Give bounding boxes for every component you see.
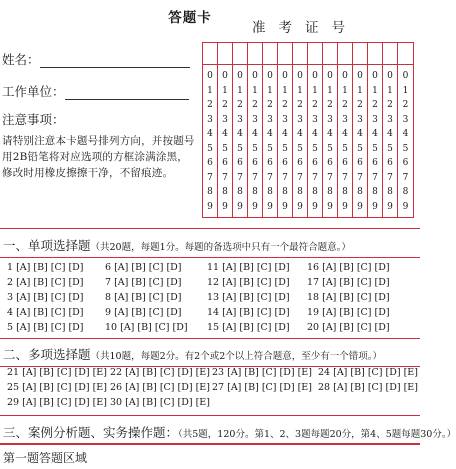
admission-column bbox=[338, 43, 353, 217]
admission-digit-option[interactable]: 9 bbox=[372, 201, 378, 212]
notice-text: 请特别注意本卡题号排列方向，并按题号用2B铅笔将对应选项的方框涂满涂黑，修改时用橡皮擦擦干净，不留痕迹。 bbox=[2, 135, 195, 179]
admission-digit-option[interactable]: 7 bbox=[282, 172, 288, 183]
admission-digit-option[interactable]: 1 bbox=[387, 85, 393, 96]
admission-digit-option[interactable]: 6 bbox=[357, 158, 363, 168]
admission-digit-option[interactable]: 3 bbox=[222, 114, 228, 125]
question-item[interactable]: 20 [A] [B] [C] [D] bbox=[307, 322, 390, 333]
section-3-note: （共5题，120分。第1、2、3题每题20分，第4、5题每题30分。） bbox=[178, 429, 456, 440]
admission-digit-option[interactable]: 9 bbox=[312, 201, 318, 212]
admission-digit-option[interactable]: 4 bbox=[387, 129, 393, 139]
admission-digit-option[interactable]: 7 bbox=[237, 172, 243, 183]
admission-digit-option[interactable]: 8 bbox=[252, 187, 258, 197]
section-2-questions bbox=[0, 367, 420, 413]
admission-digit-option[interactable]: 9 bbox=[297, 201, 303, 212]
admission-digit-option[interactable]: 7 bbox=[252, 172, 258, 183]
question-item[interactable]: 16 [A] [B] [C] [D] bbox=[307, 262, 390, 273]
admission-digit-box[interactable] bbox=[293, 43, 307, 65]
admission-digit-option[interactable]: 6 bbox=[327, 158, 333, 168]
question-item[interactable]: 29 [A] [B] [C] [D] [E] bbox=[7, 397, 107, 408]
admission-digit-option[interactable]: 1 bbox=[237, 85, 243, 96]
admission-digit-option[interactable]: 6 bbox=[312, 158, 318, 168]
admission-digit-option[interactable]: 2 bbox=[327, 100, 333, 110]
admission-digit-box[interactable] bbox=[248, 43, 262, 65]
admission-digit-option[interactable]: 3 bbox=[207, 114, 213, 125]
question-item[interactable]: 6 [A] [B] [C] [D] bbox=[105, 262, 182, 273]
admission-digit-option[interactable]: 9 bbox=[282, 201, 288, 212]
admission-digit-option[interactable]: 9 bbox=[207, 201, 213, 212]
admission-digit-option[interactable]: 1 bbox=[357, 85, 363, 96]
admission-digit-option[interactable]: 3 bbox=[252, 114, 258, 125]
admission-digit-option[interactable]: 9 bbox=[252, 201, 258, 212]
admission-digit-box[interactable] bbox=[383, 43, 397, 65]
question-item[interactable]: 24 [A] [B] [C] [D] [E] bbox=[318, 367, 418, 378]
section-1-questions bbox=[0, 260, 420, 338]
admission-digit-option[interactable]: 3 bbox=[282, 114, 288, 125]
admission-digit-option[interactable]: 5 bbox=[342, 143, 348, 154]
admission-digit-option[interactable]: 2 bbox=[357, 100, 363, 110]
admission-digit-option[interactable]: 1 bbox=[282, 85, 288, 96]
admission-digit-option[interactable]: 9 bbox=[402, 201, 409, 212]
admission-digit-option[interactable]: 9 bbox=[357, 201, 363, 212]
work-unit-label: 工作单位： bbox=[2, 84, 65, 99]
admission-digit-option[interactable]: 2 bbox=[372, 100, 378, 110]
question-item[interactable]: 15 [A] [B] [C] [D] bbox=[207, 322, 290, 333]
admission-digit-option[interactable]: 3 bbox=[237, 114, 243, 125]
admission-digit-option[interactable]: 6 bbox=[387, 158, 393, 168]
admission-column bbox=[218, 43, 233, 217]
admission-digit-option[interactable]: 5 bbox=[282, 143, 288, 154]
admission-digit-option[interactable]: 3 bbox=[267, 114, 273, 125]
admission-digit-option[interactable]: 5 bbox=[327, 143, 333, 154]
work-unit-field bbox=[2, 82, 189, 100]
admission-digit-option[interactable]: 6 bbox=[207, 158, 213, 168]
admission-digit-option[interactable]: 7 bbox=[357, 172, 363, 183]
admission-column bbox=[398, 43, 413, 217]
admission-digit-option[interactable]: 2 bbox=[267, 100, 273, 110]
section-3-title: 三、案例分析题、实务操作题： bbox=[3, 425, 179, 440]
admission-digit-option[interactable]: 8 bbox=[387, 187, 393, 197]
admission-digit-option[interactable]: 5 bbox=[252, 143, 258, 154]
question-item[interactable]: 28 [A] [B] [C] [D] [E] bbox=[318, 382, 418, 393]
admission-digit-option[interactable]: 0 bbox=[297, 71, 303, 81]
admission-digit-option[interactable]: 0 bbox=[372, 71, 378, 81]
admission-digit-option[interactable]: 9 bbox=[237, 201, 243, 212]
admission-digit-option[interactable]: 0 bbox=[402, 71, 409, 81]
question-item[interactable]: 14 [A] [B] [C] [D] bbox=[207, 307, 290, 318]
admission-digit-option[interactable]: 2 bbox=[237, 100, 243, 110]
admission-digit-box[interactable] bbox=[233, 43, 247, 65]
admission-digit-option[interactable]: 7 bbox=[327, 172, 333, 183]
admission-column bbox=[248, 43, 263, 217]
question-item[interactable]: 12 [A] [B] [C] [D] bbox=[207, 277, 290, 288]
admission-digit-option[interactable]: 0 bbox=[327, 71, 333, 81]
admission-digit-option[interactable]: 3 bbox=[327, 114, 333, 125]
section-divider bbox=[0, 338, 420, 339]
admission-digit-option[interactable]: 0 bbox=[237, 71, 243, 81]
admission-digit-option[interactable]: 7 bbox=[297, 172, 303, 183]
admission-digit-option[interactable]: 0 bbox=[342, 71, 348, 81]
admission-digit-option[interactable]: 2 bbox=[402, 100, 409, 110]
admission-digit-option[interactable]: 7 bbox=[372, 172, 378, 183]
admission-digit-option[interactable]: 4 bbox=[207, 129, 213, 139]
answer-area-title: 第一题答题区域 bbox=[3, 451, 88, 465]
question-item[interactable]: 9 [A] [B] [C] [D] bbox=[105, 307, 182, 318]
admission-digit-option[interactable]: 3 bbox=[372, 114, 378, 125]
admission-digit-option[interactable]: 6 bbox=[252, 158, 258, 168]
question-item[interactable]: 10 [A] [B] [C] [D] bbox=[105, 322, 188, 333]
admission-digit-option[interactable]: 8 bbox=[357, 187, 363, 197]
admission-digit-option[interactable]: 8 bbox=[372, 187, 378, 197]
admission-digit-option[interactable]: 5 bbox=[387, 143, 393, 154]
admission-digit-option[interactable]: 4 bbox=[312, 129, 318, 139]
question-item[interactable]: 23 [A] [B] [C] [D] [E] bbox=[212, 367, 312, 378]
admission-digit-box[interactable] bbox=[263, 43, 277, 65]
question-item[interactable]: 17 [A] [B] [C] [D] bbox=[307, 277, 390, 288]
name-label: 姓名： bbox=[2, 52, 40, 67]
question-item[interactable]: 22 [A] [B] [C] [D] [E] bbox=[110, 367, 210, 378]
admission-digit-option[interactable]: 0 bbox=[207, 71, 213, 81]
admission-digit-option[interactable]: 8 bbox=[327, 187, 333, 197]
admission-digit-option[interactable]: 8 bbox=[237, 187, 243, 197]
admission-digit-option[interactable]: 2 bbox=[342, 100, 348, 110]
admission-digit-option[interactable]: 5 bbox=[372, 143, 378, 154]
admission-column bbox=[233, 43, 248, 217]
question-item[interactable]: 27 [A] [B] [C] [D] [E] bbox=[212, 382, 312, 393]
admission-digit-box[interactable] bbox=[368, 43, 382, 65]
admission-digit-option[interactable]: 3 bbox=[312, 114, 318, 125]
admission-digit-option[interactable]: 5 bbox=[267, 143, 273, 154]
admission-column bbox=[263, 43, 278, 217]
question-item[interactable]: 11 [A] [B] [C] [D] bbox=[207, 262, 290, 273]
admission-digit-option[interactable]: 8 bbox=[312, 187, 318, 197]
question-item[interactable]: 21 [A] [B] [C] [D] [E] bbox=[7, 367, 107, 378]
admission-column bbox=[383, 43, 398, 217]
admission-digit-option[interactable]: 0 bbox=[222, 71, 228, 81]
admission-digit-option[interactable]: 5 bbox=[207, 143, 213, 154]
admission-digit-option[interactable]: 5 bbox=[297, 143, 303, 154]
admission-digit-option[interactable]: 4 bbox=[297, 129, 303, 139]
admission-digit-option[interactable]: 7 bbox=[402, 172, 409, 183]
admission-digit-option[interactable]: 3 bbox=[297, 114, 303, 125]
section-2-header bbox=[3, 345, 382, 363]
question-item[interactable]: 19 [A] [B] [C] [D] bbox=[307, 307, 390, 318]
admission-digit-option[interactable]: 4 bbox=[237, 129, 243, 139]
admission-digit-option[interactable]: 6 bbox=[372, 158, 378, 168]
admission-digit-option[interactable]: 1 bbox=[297, 85, 303, 96]
admission-column bbox=[368, 43, 383, 217]
admission-digit-option[interactable]: 2 bbox=[222, 100, 228, 110]
section-divider bbox=[0, 228, 420, 229]
admission-digit-option[interactable]: 1 bbox=[252, 85, 258, 96]
admission-digit-option[interactable]: 8 bbox=[402, 187, 409, 197]
admission-number-title: 准考证号 bbox=[252, 20, 358, 36]
admission-digit-option[interactable]: 1 bbox=[312, 85, 318, 96]
admission-column bbox=[203, 43, 218, 217]
admission-digit-option[interactable]: 5 bbox=[312, 143, 318, 154]
admission-digit-option[interactable]: 9 bbox=[267, 201, 273, 212]
admission-column bbox=[353, 43, 368, 217]
question-item[interactable]: 3 [A] [B] [C] [D] bbox=[7, 292, 84, 303]
section-1-header bbox=[3, 236, 351, 254]
question-item[interactable]: 4 [A] [B] [C] [D] bbox=[7, 307, 84, 318]
admission-column bbox=[323, 43, 338, 217]
card-title: 答题卡 bbox=[168, 10, 212, 26]
admission-digit-option[interactable]: 8 bbox=[282, 187, 288, 197]
section-2-note: （共10题，每题2分。有2个或2个以上符合题意，至少有一个错项。） bbox=[90, 351, 382, 362]
admission-digit-option[interactable]: 0 bbox=[387, 71, 393, 81]
section-divider bbox=[0, 415, 420, 416]
admission-digit-option[interactable]: 1 bbox=[372, 85, 378, 96]
admission-digit-option[interactable]: 4 bbox=[402, 129, 409, 139]
admission-digit-option[interactable]: 1 bbox=[402, 85, 409, 96]
question-item[interactable]: 30 [A] [B] [C] [D] [E] bbox=[110, 397, 210, 408]
admission-column bbox=[293, 43, 308, 217]
section-3-header bbox=[3, 423, 456, 441]
admission-digit-option[interactable]: 2 bbox=[297, 100, 303, 110]
admission-digit-option[interactable]: 9 bbox=[387, 201, 393, 212]
section-2-title: 二、多项选择题 bbox=[3, 347, 91, 362]
admission-digit-option[interactable]: 6 bbox=[267, 158, 273, 168]
admission-number-grid bbox=[202, 42, 414, 218]
admission-digit-box[interactable] bbox=[218, 43, 232, 65]
name-input-line[interactable] bbox=[40, 67, 190, 68]
admission-digit-option[interactable]: 6 bbox=[282, 158, 288, 168]
admission-digit-box[interactable] bbox=[308, 43, 322, 65]
name-field bbox=[2, 50, 190, 68]
admission-digit-option[interactable]: 4 bbox=[267, 129, 273, 139]
admission-digit-option[interactable]: 0 bbox=[267, 71, 273, 81]
admission-digit-option[interactable]: 0 bbox=[357, 71, 363, 81]
admission-digit-box[interactable] bbox=[398, 43, 413, 65]
admission-column bbox=[308, 43, 323, 217]
admission-digit-option[interactable]: 6 bbox=[297, 158, 303, 168]
admission-digit-option[interactable]: 9 bbox=[342, 201, 348, 212]
question-item[interactable]: 25 [A] [B] [C] [D] [E] bbox=[7, 382, 107, 393]
admission-digit-option[interactable]: 7 bbox=[207, 172, 213, 183]
admission-digit-option[interactable]: 8 bbox=[297, 187, 303, 197]
admission-digit-option[interactable]: 0 bbox=[252, 71, 258, 81]
question-item[interactable]: 8 [A] [B] [C] [D] bbox=[105, 292, 182, 303]
admission-digit-box[interactable] bbox=[203, 43, 217, 65]
admission-digit-option[interactable]: 4 bbox=[222, 129, 228, 139]
admission-digit-option[interactable]: 3 bbox=[402, 114, 409, 125]
admission-digit-box[interactable] bbox=[353, 43, 367, 65]
admission-digit-option[interactable]: 6 bbox=[402, 158, 409, 168]
admission-digit-option[interactable]: 7 bbox=[312, 172, 318, 183]
admission-digit-option[interactable]: 8 bbox=[222, 187, 228, 197]
admission-digit-option[interactable]: 1 bbox=[222, 85, 228, 96]
question-item[interactable]: 2 [A] [B] [C] [D] bbox=[7, 277, 84, 288]
admission-digit-option[interactable]: 4 bbox=[372, 129, 378, 139]
admission-digit-option[interactable]: 1 bbox=[267, 85, 273, 96]
admission-digit-option[interactable]: 9 bbox=[222, 201, 228, 212]
section-divider bbox=[0, 443, 420, 445]
admission-digit-option[interactable]: 8 bbox=[342, 187, 348, 197]
admission-digit-box[interactable] bbox=[278, 43, 292, 65]
question-item[interactable]: 7 [A] [B] [C] [D] bbox=[105, 277, 182, 288]
admission-digit-option[interactable]: 1 bbox=[207, 85, 213, 96]
admission-digit-option[interactable]: 7 bbox=[222, 172, 228, 183]
admission-digit-option[interactable]: 0 bbox=[312, 71, 318, 81]
admission-digit-box[interactable] bbox=[323, 43, 337, 65]
admission-digit-option[interactable]: 4 bbox=[252, 129, 258, 139]
admission-digit-option[interactable]: 2 bbox=[312, 100, 318, 110]
question-item[interactable]: 26 [A] [B] [C] [D] [E] bbox=[110, 382, 210, 393]
admission-digit-option[interactable]: 2 bbox=[387, 100, 393, 110]
admission-digit-option[interactable]: 4 bbox=[327, 129, 333, 139]
admission-digit-option[interactable]: 7 bbox=[387, 172, 393, 183]
question-item[interactable]: 18 [A] [B] [C] [D] bbox=[307, 292, 390, 303]
admission-digit-option[interactable]: 5 bbox=[222, 143, 228, 154]
admission-digit-option[interactable]: 4 bbox=[342, 129, 348, 139]
notice-title: 注意事项： bbox=[2, 112, 65, 127]
question-item[interactable]: 13 [A] [B] [C] [D] bbox=[207, 292, 290, 303]
admission-digit-option[interactable]: 5 bbox=[402, 143, 409, 154]
admission-digit-option[interactable]: 8 bbox=[267, 187, 273, 197]
admission-digit-option[interactable]: 3 bbox=[357, 114, 363, 125]
admission-digit-option[interactable]: 8 bbox=[207, 187, 213, 197]
admission-digit-option[interactable]: 3 bbox=[387, 114, 393, 125]
question-item[interactable]: 1 [A] [B] [C] [D] bbox=[7, 262, 84, 273]
admission-digit-option[interactable]: 6 bbox=[222, 158, 228, 168]
admission-digit-option[interactable]: 3 bbox=[342, 114, 348, 125]
admission-digit-option[interactable]: 0 bbox=[282, 71, 288, 81]
admission-digit-option[interactable]: 4 bbox=[357, 129, 363, 139]
admission-digit-option[interactable]: 5 bbox=[357, 143, 363, 154]
admission-digit-option[interactable]: 1 bbox=[327, 85, 333, 96]
admission-digit-option[interactable]: 2 bbox=[252, 100, 258, 110]
section-1-title: 一、单项选择题 bbox=[3, 238, 91, 253]
work-unit-input-line[interactable] bbox=[65, 99, 189, 100]
admission-digit-option[interactable]: 5 bbox=[237, 143, 243, 154]
admission-digit-option[interactable]: 7 bbox=[342, 172, 348, 183]
admission-digit-option[interactable]: 1 bbox=[342, 85, 348, 96]
section-divider bbox=[0, 257, 420, 258]
admission-digit-option[interactable]: 7 bbox=[267, 172, 273, 183]
admission-digit-option[interactable]: 6 bbox=[237, 158, 243, 168]
admission-digit-option[interactable]: 2 bbox=[207, 100, 213, 110]
admission-digit-option[interactable]: 6 bbox=[342, 158, 348, 168]
admission-column bbox=[278, 43, 293, 217]
admission-digit-option[interactable]: 4 bbox=[282, 129, 288, 139]
question-item[interactable]: 5 [A] [B] [C] [D] bbox=[7, 322, 84, 333]
section-1-note: （共20题，每题1分。每题的备选项中只有一个最符合题意。） bbox=[90, 242, 351, 253]
admission-digit-option[interactable]: 2 bbox=[282, 100, 288, 110]
admission-digit-box[interactable] bbox=[338, 43, 352, 65]
admission-digit-option[interactable]: 9 bbox=[327, 201, 333, 212]
